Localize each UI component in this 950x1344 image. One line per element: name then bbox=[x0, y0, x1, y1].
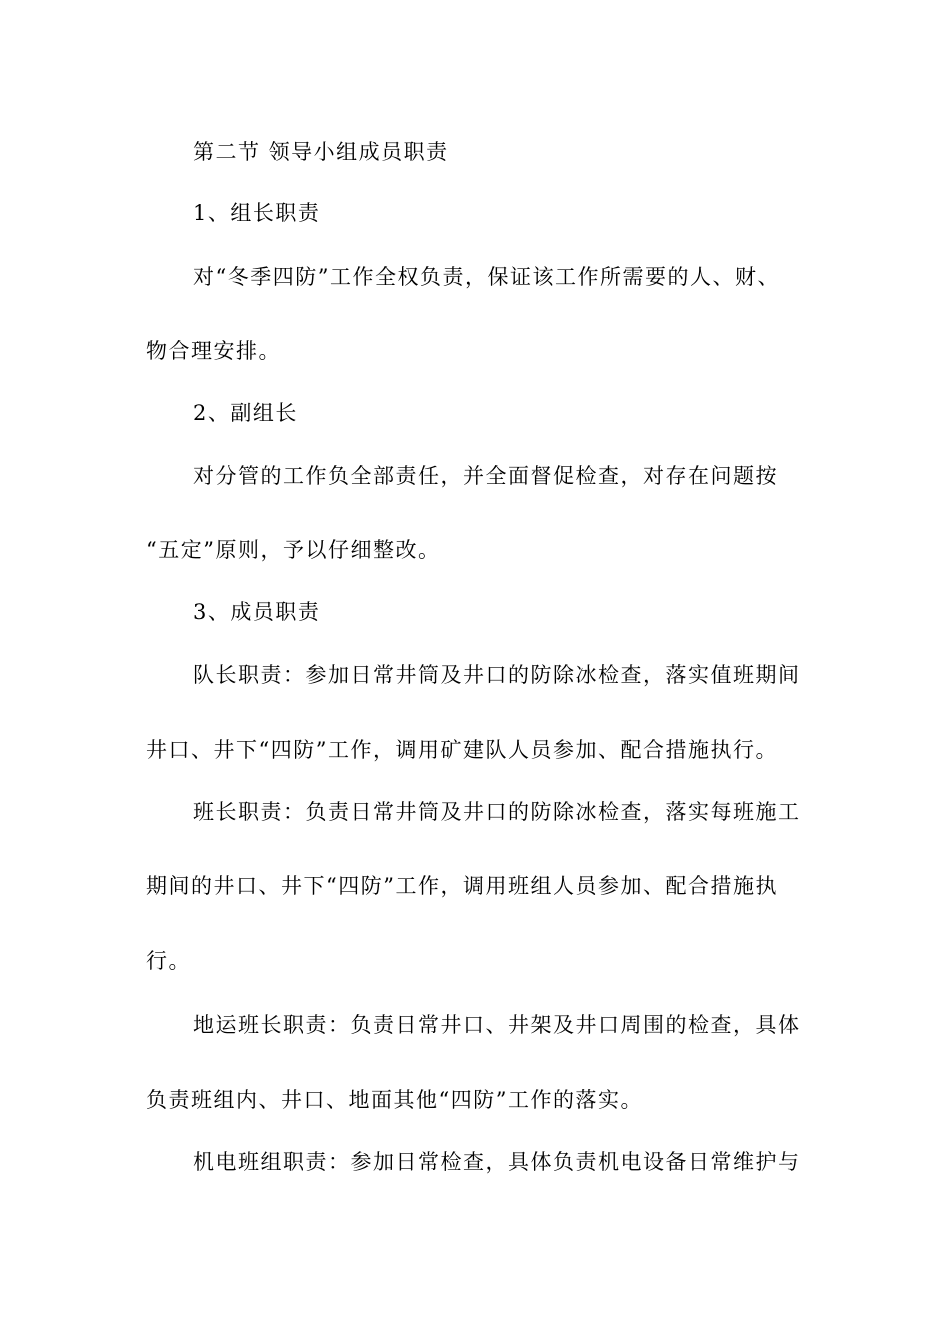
paragraph-line: 期间的井口、井下“四防”工作，调用班组人员参加、配合措施执 bbox=[146, 874, 778, 898]
paragraph-line: 班长职责：负责日常井筒及井口的防除冰检查，落实每班施工 bbox=[193, 800, 801, 824]
subheading-leader-duties: 1、组长职责 bbox=[193, 201, 321, 225]
paragraph-line: 地运班长职责：负责日常井口、井架及井口周围的检查，具体 bbox=[193, 1013, 801, 1037]
section-heading: 第二节 领导小组成员职责 bbox=[193, 140, 449, 164]
subheading-deputy-leader: 2、副组长 bbox=[193, 401, 298, 425]
paragraph-line: 井口、井下“四防”工作，调用矿建队人员参加、配合措施执行。 bbox=[146, 738, 778, 762]
paragraph-line: “五定”原则，予以仔细整改。 bbox=[146, 538, 441, 562]
paragraph-line: 对分管的工作负全部责任，并全面督促检查，对存在问题按 bbox=[193, 464, 778, 488]
paragraph-line: 对“冬季四防”工作全权负责，保证该工作所需要的人、财、 bbox=[193, 265, 780, 289]
paragraph-line: 机电班组职责：参加日常检查，具体负责机电设备日常维护与 bbox=[193, 1150, 801, 1174]
paragraph-line: 队长职责：参加日常井筒及井口的防除冰检查，落实值班期间 bbox=[193, 663, 801, 687]
paragraph-line: 负责班组内、井口、地面其他“四防”工作的落实。 bbox=[146, 1088, 643, 1112]
paragraph-line: 行。 bbox=[146, 949, 191, 973]
paragraph-line: 物合理安排。 bbox=[146, 339, 281, 363]
subheading-member-duties: 3、成员职责 bbox=[193, 600, 321, 624]
